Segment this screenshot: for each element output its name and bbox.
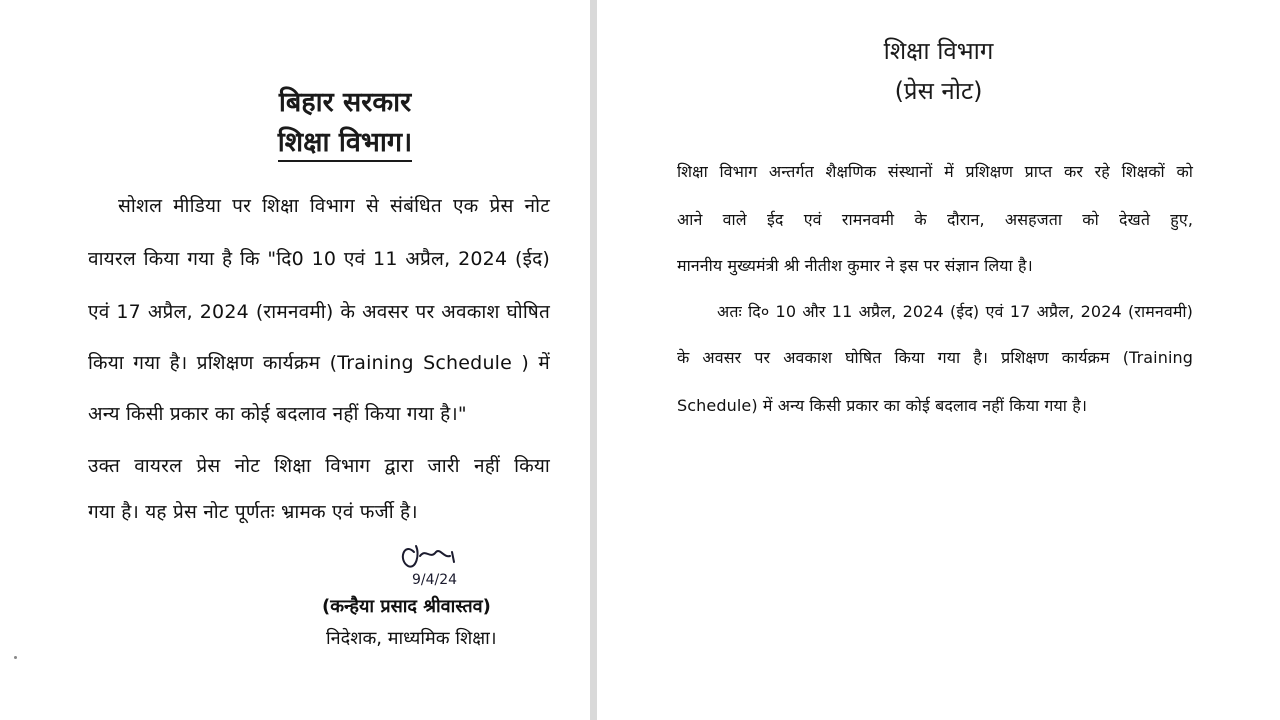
notice-line-4: किया गया है। प्रशिक्षण कार्यक्रम (Training Schedule ) में xyxy=(88,352,550,374)
press-line-1: शिक्षा विभाग अन्तर्गत शैक्षणिक संस्थानों में प्रशिक्षण प्राप्त कर रहे शिक्षकों को xyxy=(677,162,1193,181)
notice-line-2: वायरल किया गया है कि "दि0 10 एवं 11 अप्रैल, 2024 (ईद) xyxy=(88,248,550,270)
government-title: बिहार सरकार xyxy=(278,87,412,118)
press-line-4: अतः दि० 10 और 11 अप्रैल, 2024 (ईद) एवं 17 अप्रैल, 2024 (रामनवमी) xyxy=(717,302,1193,321)
press-line-5: के अवसर पर अवकाश घोषित किया गया है। प्रशिक्षण कार्यक्रम (Training xyxy=(677,348,1193,367)
department-title: शिक्षा विभाग। xyxy=(50,122,640,159)
notice-line-7: गया है। यह प्रेस नोट पूर्णतः भ्रामक एवं फर्जी है। xyxy=(88,501,418,523)
press-note-department: शिक्षा विभाग xyxy=(883,37,994,65)
notice-line-1: सोशल मीडिया पर शिक्षा विभाग से संबंधित एक प्रेस नोट xyxy=(118,195,550,217)
press-note-label: (प्रेस नोट) xyxy=(894,77,983,105)
handwritten-signature xyxy=(396,538,486,590)
press-line-3: माननीय मुख्यमंत्री श्री नीतीश कुमार ने इस पर संज्ञान लिया है। xyxy=(677,256,1033,275)
press-line-2: आने वाले ईद एवं रामनवमी के दौरान, असहजता को देखते हुए, xyxy=(677,210,1193,229)
press-line-6: Schedule) में अन्य किसी प्रकार का कोई बदलाव नहीं किया गया है। xyxy=(677,396,1087,415)
notice-line-3: एवं 17 अप्रैल, 2024 (रामनवमी) के अवसर पर अवकाश घोषित xyxy=(88,301,550,323)
scan-speck xyxy=(14,656,17,659)
official-notice-page xyxy=(0,0,590,720)
signatory-name: (कन्हैया प्रसाद श्रीवास्तव) xyxy=(322,596,491,617)
viral-press-note-page xyxy=(597,0,1280,720)
notice-line-5: अन्य किसी प्रकार का कोई बदलाव नहीं किया गया है।" xyxy=(88,403,467,425)
signatory-title: निदेशक, माध्यमिक शिक्षा। xyxy=(326,628,497,649)
signature-date: 9/4/24 xyxy=(412,572,458,588)
notice-line-6: उक्त वायरल प्रेस नोट शिक्षा विभाग द्वारा जारी नहीं किया xyxy=(88,455,550,477)
